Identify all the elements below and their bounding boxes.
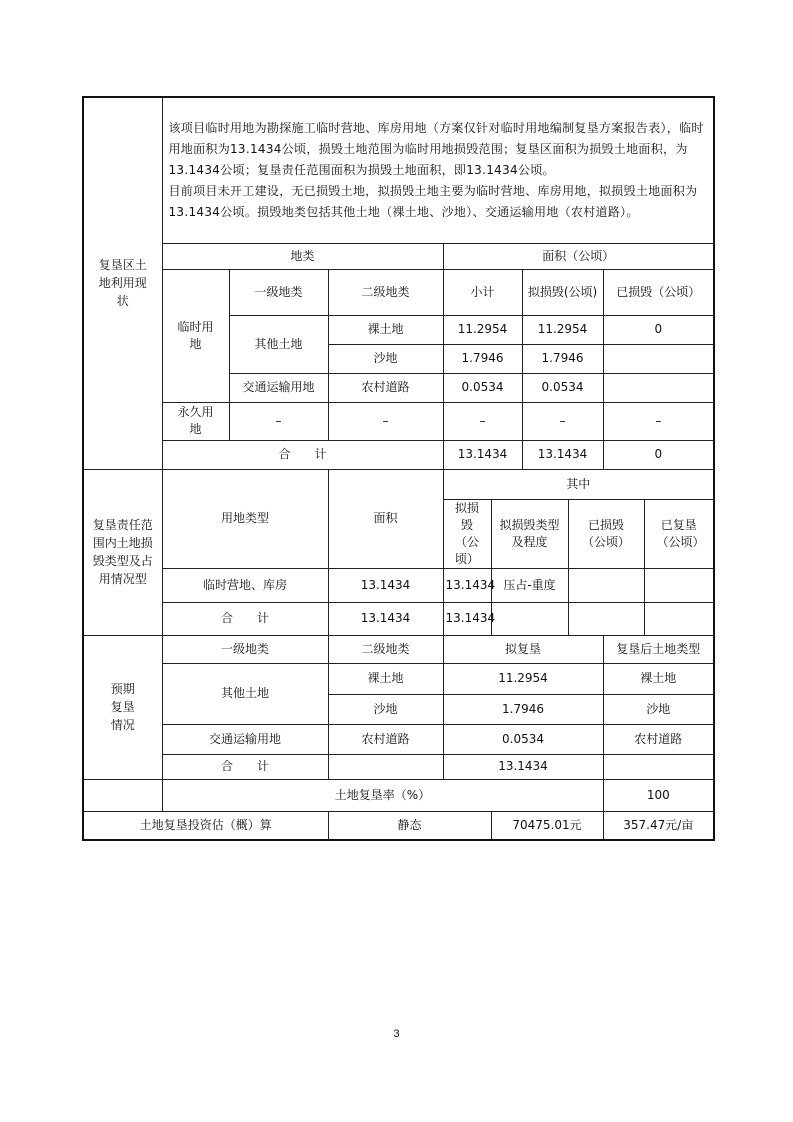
row-l1: 交通运输用地 <box>229 373 328 402</box>
col-level1: 一级地类 <box>229 269 328 315</box>
row-subtotal: 11.2954 <box>443 315 522 344</box>
exp-total-empty <box>328 754 443 779</box>
resp-total-planned: 13.1434 <box>443 602 491 635</box>
land-use-section-label: 复垦区土地利用现状 <box>83 97 162 469</box>
col-reclaimed: 已复垦（公顷） <box>644 499 714 568</box>
land-use-total-planned: 13.1434 <box>522 440 603 469</box>
exp-total-label: 合 计 <box>162 754 328 779</box>
exp-row-l2: 沙地 <box>328 694 443 724</box>
resp-row-damaged <box>568 568 644 602</box>
col-planned: 拟损毁（公顷） <box>443 499 491 568</box>
row-subtotal: 1.7946 <box>443 344 522 373</box>
rate-empty <box>83 779 162 811</box>
resp-total-empty-1 <box>491 602 568 635</box>
exp-row-after: 农村道路 <box>603 724 714 754</box>
investment-per-mu: 357.47元/亩 <box>603 811 714 840</box>
col-damaged: 已损毁（公顷） <box>603 269 714 315</box>
resp-total-label: 合 计 <box>162 602 328 635</box>
exp-row-l2: 裸土地 <box>328 663 443 694</box>
perm-l1: – <box>229 402 328 440</box>
perm-land-label: 永久用地 <box>162 402 229 440</box>
exp-row-l1: 其他土地 <box>162 663 328 724</box>
exp-row-l2: 农村道路 <box>328 724 443 754</box>
col-land-type: 用地类型 <box>162 469 328 568</box>
resp-row-type: 临时营地、库房 <box>162 568 328 602</box>
row-planned: 11.2954 <box>522 315 603 344</box>
row-l2: 农村道路 <box>328 373 443 402</box>
resp-row-planned-type: 压占-重度 <box>491 568 568 602</box>
exp-row-l1: 交通运输用地 <box>162 724 328 754</box>
row-l1: 其他土地 <box>229 315 328 373</box>
col-planned-type: 拟损毁类型及程度 <box>491 499 568 568</box>
rate-value: 100 <box>603 779 714 811</box>
row-l2: 裸土地 <box>328 315 443 344</box>
row-subtotal: 0.0534 <box>443 373 522 402</box>
exp-row-planned: 11.2954 <box>443 663 603 694</box>
exp-row-after: 裸土地 <box>603 663 714 694</box>
description-paragraph-2: 目前项目未开工建设，无已损毁土地，拟损毁土地主要为临时营地、库房用地，拟损毁土地面积为13.1434公顷。损毁地类包括其他土地（裸土地、沙地）、交通运输用地（农村道路）。 <box>168 183 698 219</box>
exp-col-after: 复垦后土地类型 <box>603 635 714 663</box>
row-l2: 沙地 <box>328 344 443 373</box>
rate-label: 土地复垦率（%） <box>162 779 603 811</box>
header-land-class: 地类 <box>162 243 443 269</box>
resp-row-area: 13.1434 <box>328 568 443 602</box>
row-planned: 0.0534 <box>522 373 603 402</box>
investment-label: 土地复垦投资估（概）算 <box>83 811 328 840</box>
land-use-total-label: 合 计 <box>162 440 443 469</box>
exp-col-planned: 拟复垦 <box>443 635 603 663</box>
row-damaged: 0 <box>603 315 714 344</box>
col-of-which: 其中 <box>443 469 714 499</box>
resp-row-reclaimed <box>644 568 714 602</box>
exp-col-level2: 二级地类 <box>328 635 443 663</box>
col-level2: 二级地类 <box>328 269 443 315</box>
temp-land-label: 临时用地 <box>162 269 229 402</box>
col-damaged: 已损毁（公顷） <box>568 499 644 568</box>
perm-damaged: – <box>603 402 714 440</box>
resp-total-area: 13.1434 <box>328 602 443 635</box>
exp-col-level1: 一级地类 <box>162 635 328 663</box>
row-damaged <box>603 344 714 373</box>
col-planned: 拟损毁(公顷) <box>522 269 603 315</box>
investment-amount: 70475.01元 <box>491 811 603 840</box>
perm-l2: – <box>328 402 443 440</box>
land-use-total-damaged: 0 <box>603 440 714 469</box>
expected-section-label: 预期复垦情况 <box>83 635 162 779</box>
perm-subtotal: – <box>443 402 522 440</box>
row-planned: 1.7946 <box>522 344 603 373</box>
land-use-description <box>162 97 714 243</box>
perm-planned: – <box>522 402 603 440</box>
exp-row-after: 沙地 <box>603 694 714 724</box>
page-number: 3 <box>393 1028 400 1040</box>
col-subtotal: 小计 <box>443 269 522 315</box>
row-damaged <box>603 373 714 402</box>
exp-row-planned: 0.0534 <box>443 724 603 754</box>
description-paragraph-1: 该项目临时用地为勘探施工临时营地、库房用地（方案仅针对临时用地编制复垦方案报告表），临时用地面积为13.1434公顷，损毁土地范围为临时用地损毁范围；复垦区面积为损毁土地面积，为13.1434公顷；复垦责任范围面积为损毁土地面积，即13.1434公顷。 <box>168 120 704 177</box>
resp-total-empty-2 <box>568 602 644 635</box>
header-area: 面积（公顷） <box>443 243 714 269</box>
investment-mode: 静态 <box>328 811 491 840</box>
resp-total-empty-3 <box>644 602 714 635</box>
exp-row-planned: 1.7946 <box>443 694 603 724</box>
exp-total-planned: 13.1434 <box>443 754 603 779</box>
col-area: 面积 <box>328 469 443 568</box>
reclamation-table <box>82 96 715 841</box>
resp-row-planned: 13.1434 <box>443 568 491 602</box>
land-use-total-subtotal: 13.1434 <box>443 440 522 469</box>
responsibility-section-label: 复垦责任范围内土地损毁类型及占用情况型 <box>83 469 162 635</box>
exp-total-after-empty <box>603 754 714 779</box>
